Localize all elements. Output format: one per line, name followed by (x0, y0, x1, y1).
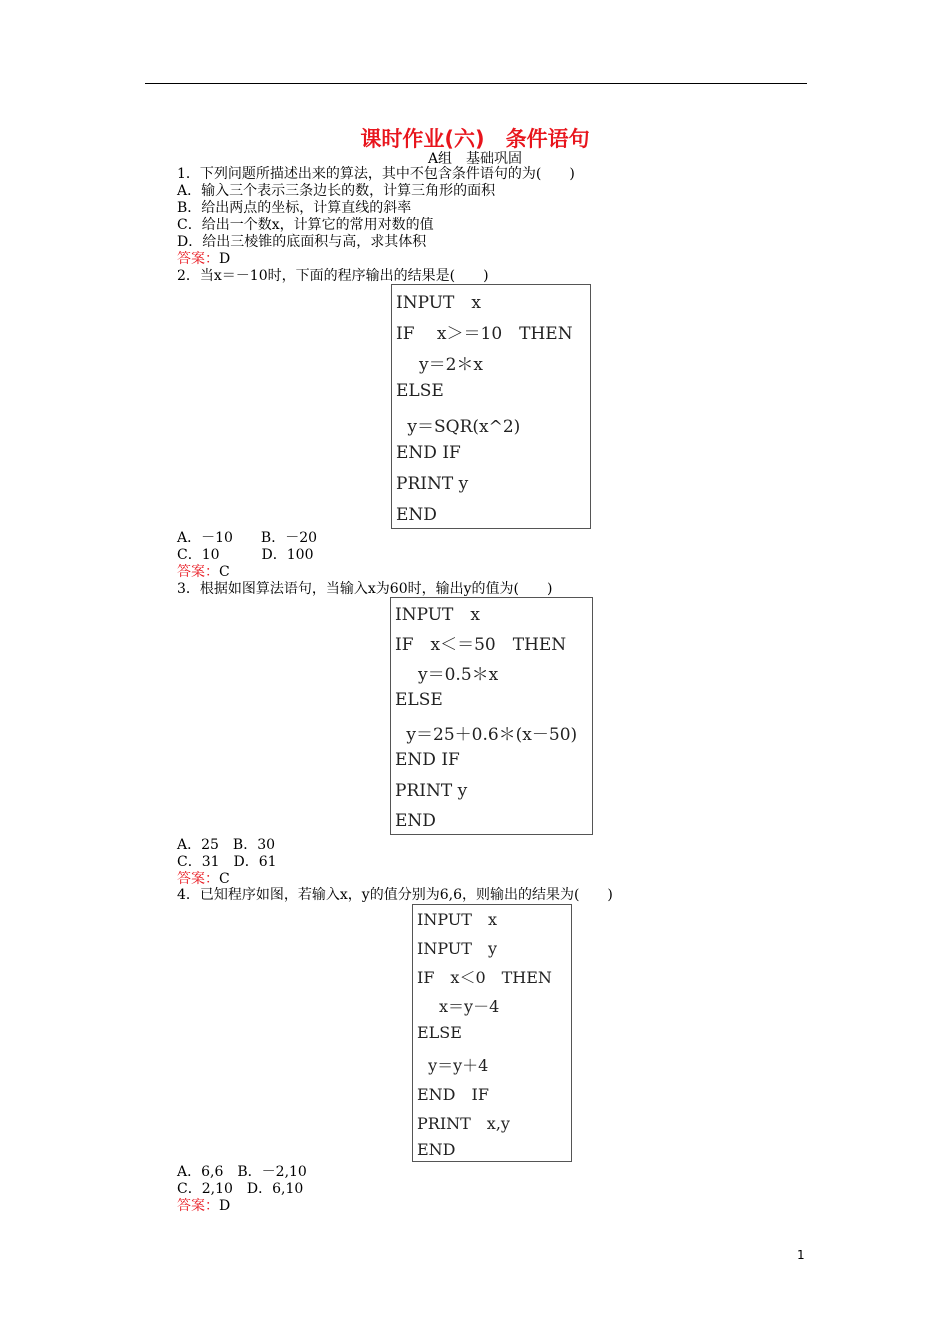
q3-answer (177, 871, 230, 888)
answer-label: 答案： (177, 251, 219, 267)
q1-option-c: C．给出一个数x，计算它的常用对数的值 (177, 217, 434, 233)
code-line: y＝2＊x (402, 355, 484, 375)
q1-option-d: D．给出三棱锥的底面积与高，求其体积 (177, 234, 427, 250)
code-line: IF x＜＝50 THEN (395, 635, 567, 655)
code-line: END IF (395, 750, 460, 770)
q3-code-box (390, 597, 593, 835)
code-line: INPUT x (417, 910, 497, 929)
code-line: INPUT x (396, 293, 481, 313)
code-line: IF x＞＝10 THEN (396, 324, 573, 344)
q1-stem: 1．下列问题所描述出来的算法，其中不包含条件语句的为( ) (177, 166, 575, 182)
q2-stem: 2．当x＝－10时，下面的程序输出的结果是( ) (177, 268, 489, 284)
code-line: y＝y＋4 (423, 1056, 489, 1075)
code-line: INPUT y (417, 939, 498, 958)
code-line: y＝25＋0.6＊(x－50) (401, 725, 578, 745)
q2-answer (177, 564, 230, 581)
code-line: ELSE (396, 381, 444, 401)
code-line: END (396, 505, 437, 525)
q4-options-row1: A．6,6 B．－2,10 (177, 1164, 307, 1180)
code-line: ELSE (417, 1023, 462, 1042)
code-line: y＝SQR(x^2) (402, 417, 521, 437)
q1-option-a: A．输入三个表示三条边长的数，计算三角形的面积 (177, 183, 496, 199)
q4-stem: 4．已知程序如图，若输入x，y的值分别为6,6，则输出的结果为( ) (177, 887, 613, 903)
code-line: END IF (417, 1085, 489, 1104)
page-number: 1 (797, 1248, 805, 1262)
code-line: y＝0.5＊x (401, 665, 499, 685)
q2-code-box (391, 284, 591, 529)
code-line: PRINT x,y (417, 1114, 510, 1133)
page-title: 课时作业(六) 条件语句 (360, 127, 590, 151)
answer-value: D (219, 251, 231, 267)
q1-option-b: B．给出两点的坐标，计算直线的斜率 (177, 200, 412, 216)
q4-answer (177, 1198, 230, 1215)
answer-label: 答案： (177, 1198, 219, 1214)
code-line: ELSE (395, 690, 443, 710)
answer-value: D (219, 1198, 231, 1214)
code-line: PRINT y (396, 474, 469, 494)
code-line: END (417, 1140, 456, 1159)
header-rule (145, 83, 807, 84)
code-line: IF x＜0 THEN (417, 968, 552, 987)
code-line: x＝y－4 (423, 997, 500, 1016)
q4-code-box (412, 904, 572, 1162)
q4-options-row2: C．2,10 D．6,10 (177, 1181, 304, 1197)
q2-options-row1: A．－10 B．－20 (177, 530, 318, 546)
code-line: INPUT x (395, 605, 480, 625)
answer-label: 答案： (177, 871, 219, 887)
q3-options-row1: A．25 B．30 (177, 837, 276, 853)
q3-stem: 3．根据如图算法语句，当输入x为60时，输出y的值为( ) (177, 581, 553, 597)
answer-value: C (219, 564, 230, 580)
q2-options-row2: C．10 D．100 (177, 547, 314, 563)
q1-answer (177, 251, 230, 268)
section-subtitle: A组 基础巩固 (427, 151, 523, 167)
code-line: END (395, 811, 436, 831)
q3-options-row2: C．31 D．61 (177, 854, 277, 870)
code-line: PRINT y (395, 781, 468, 801)
code-line: END IF (396, 443, 461, 463)
answer-value: C (219, 871, 230, 887)
answer-label: 答案： (177, 564, 219, 580)
